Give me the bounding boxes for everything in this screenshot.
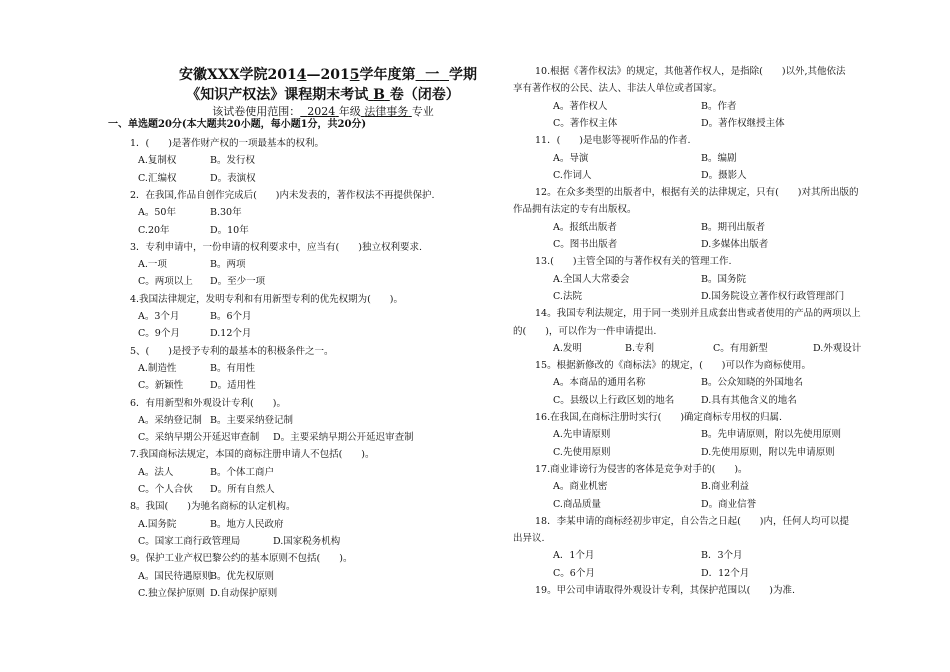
option: D。著作权继授主体 [701,117,785,129]
option: C。图书出版者 [553,239,618,250]
option: B。个体工商户 [210,466,274,478]
option: D。摄影人 [701,169,747,181]
option: C。9个月 [138,328,180,340]
option: C。县级以上行政区划的地名 [553,394,675,406]
option: C。采纳早期公开延迟审查制 [138,432,260,444]
option: A。国民待遇原则 [138,570,212,582]
option: A.全国人大常委会 [553,273,630,285]
option: B。公众知晓的外国地名 [701,377,803,389]
question-text: 7.我国商标法规定，本国的商标注册申请人不包括( )。 [130,449,375,461]
question-text: 18．李某申请的商标经初步审定，自公告之日起( )内，任何人均可以提 [535,515,850,527]
question-text: 11．( )是电影等视听作品的作者. [535,135,691,147]
question-text: 1．( )是著作财产权的一项最基本的权利。 [130,138,324,149]
option: C.商品质量 [553,498,601,510]
question-text: 15。根据新修改的《商标法》的规定，( )可以作为商标使用。 [535,360,812,372]
question-text: 19。甲公司申请取得外观设计专利，其保护范围以( )为准. [535,585,796,596]
option: A。采纳登记制 [138,414,202,426]
option: B。地方人民政府 [210,518,284,530]
option: B。优先权原则 [210,570,274,582]
question-text-cont: 作品拥有法定的专有出版权。 [513,204,637,216]
question-text: 17.商业诽谤行为侵害的客体是竞争对手的( )。 [535,463,748,475]
option: D。至少一项 [210,276,266,288]
usage-scope: 该试卷使用范围： 2024 年级 法律事务 专业 [212,105,434,118]
option: D.国家税务机构 [273,535,341,547]
option: B.商业利益 [701,481,750,493]
option: A.先申请原则 [553,429,611,441]
option: A.一项 [138,259,167,271]
option: A.制造性 [138,362,177,374]
option: A。导演 [553,152,589,164]
question-text-cont: 享有著作权的公民、法人、非法人单位或者国家。 [513,83,723,95]
option: B。期刊出版者 [701,221,765,233]
exam-title: 安徽XXX学院2014—2015学年度第 一 学期 [178,67,478,83]
option: D.多媒体出版者 [701,239,769,250]
option: C.先使用原则 [553,446,611,458]
option: B。作者 [701,100,737,112]
option: C。有用新型 [713,342,768,354]
option: A。法人 [138,466,174,478]
question-text-cont: 出异议. [513,533,545,545]
term-number: 一 [425,67,440,83]
option: B。国务院 [701,273,746,285]
option: C.20年 [138,224,170,236]
question-text: 2．在我国,作品自创作完成后( )内未发表的，著作权法不再提供保护. [130,189,435,201]
option: C。新颖性 [138,380,184,392]
option: D.外观设计 [813,342,862,354]
option: B。发行权 [210,155,255,167]
question-text: 10.根据《著作权法》的规定，其他著作权人，是指除( )以外,其他依法 [535,66,846,77]
option: C。个人合伙 [138,484,193,495]
question-text: 5、( )是授予专利的最基本的积极条件之一。 [130,345,334,357]
option: A。本商品的通用名称 [553,377,646,389]
course-title: 《知识产权法》课程期末考试 B 卷（闭卷） [186,87,460,103]
option: C.汇编权 [138,172,177,184]
question-text-cont: 的( )，可以作为一件申请提出. [513,325,657,337]
option: D。表演权 [210,172,256,184]
option: A.国务院 [138,518,177,530]
question-text: 13.( )主管全国的与著作权有关的管理工作. [535,256,732,268]
option: D.自动保护原则 [210,587,278,599]
option: A。著作权人 [553,100,608,112]
option: A．1个月 [553,550,595,562]
option: B。先申请原则，附以先使用原则 [701,429,841,441]
option: D.12个月 [210,328,252,340]
option: C.独立保护原则 [138,587,205,599]
question-text: 12。在众多类型的出版者中，根据有关的法律规定，只有( )对其所出版的 [535,187,859,199]
option: D。所有自然人 [210,484,275,495]
option: D．12个月 [701,567,750,579]
question-text: 8。我国( )为驰名商标的认定机构。 [130,501,296,513]
option: D.先使用原则，附以先申请原则 [701,446,835,458]
option: D。商业信誉 [701,498,757,510]
paper-code: B [373,87,385,103]
option: B．3个月 [701,550,743,562]
option: B。编剧 [701,152,737,164]
question-text: 4.我国法律规定，发明专利和有用新型专利的优先权期为( )。 [130,293,403,305]
option: D。适用性 [210,380,256,392]
section-heading: 一、单选题20分(本大题共20小题，每小题1分，共20分) [108,119,367,130]
option: A.发明 [553,342,582,354]
option: A。报纸出版者 [553,221,617,233]
option: D。主要采纳早期公开延迟审查制 [273,432,414,444]
option: A.复制权 [138,155,177,167]
option: C。两项以上 [138,276,193,288]
option: C。6个月 [553,567,595,579]
option: D.国务院设立著作权行政管理部门 [701,290,845,302]
option: B。主要采纳登记制 [210,414,293,426]
option: B.专利 [625,342,655,354]
option: B.30年 [210,207,242,219]
option: B。有用性 [210,362,255,374]
option: D。10年 [210,224,249,236]
question-text: 6．有用新型和外观设计专利( )。 [130,397,286,409]
question-text: 14。我国专利法规定，用于同一类别并且成套出售或者使用的产品的两项以上 [535,308,861,320]
option: C。著作权主体 [553,117,618,129]
option: C.法院 [553,290,582,302]
option: B。两项 [210,259,246,271]
option: A。50年 [138,207,176,219]
option: A。3个月 [138,311,180,322]
question-text: 16.在我国,在商标注册时实行( )确定商标专用权的归属. [535,412,783,423]
option: C.作词人 [553,169,592,181]
option: D.具有其他含义的地名 [701,394,797,406]
option: C。国家工商行政管理局 [138,535,241,547]
option: A。商业机密 [553,481,608,493]
question-text: 9。保护工业产权巴黎公约的基本原则不包括( )。 [130,553,353,565]
question-text: 3．专利申请中，一份申请的权利要求中，应当有( )独立权利要求. [130,241,422,253]
option: B。6个月 [210,311,252,322]
